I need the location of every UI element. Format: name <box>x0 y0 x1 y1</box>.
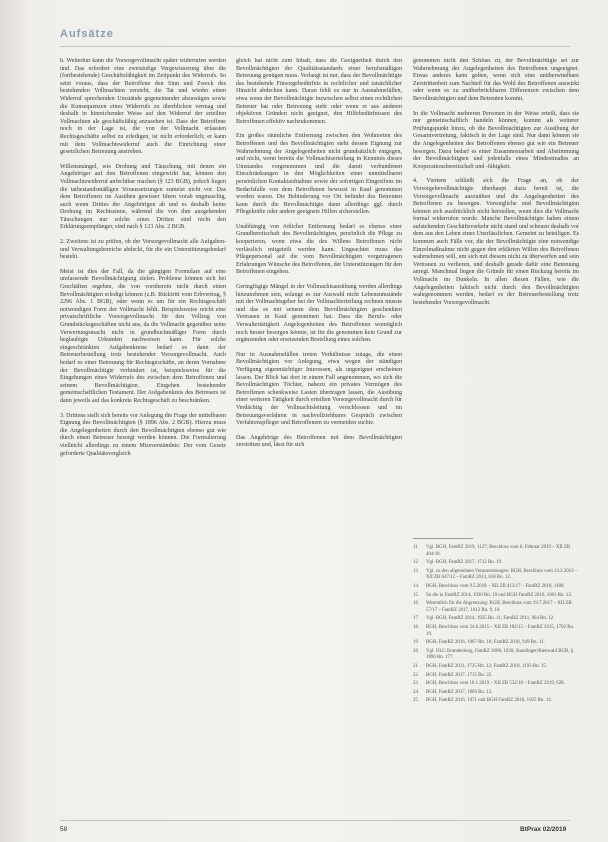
paragraph: Unabhängig von örtlicher Entfernung bedarf es ebenso einer Grundbereitschaft des Bevollmächtigten, persönlich die Pflege zu kooperieren, wenn etwa die des Willens Betroffenen nicht verlässlich mitgeteilt werden kann. Ungeachtet muss das Pflegepersonal auf die vom Bevollmächtigten vorgetragenen Erfahrungen Wünsche des Betroffenen, der Unterstützungen für den Betroffenen eingehen. <box>236 223 402 276</box>
section-title: Aufsätze <box>60 28 114 40</box>
footnote-text: BGH, Beschluss vom 24.6.2015 – XII ZB 182/15 – FamRZ 2015, 1702 Rn. 10. <box>426 624 575 637</box>
journal-issue: BtPrax 02/2019 <box>520 826 567 833</box>
footnote-number: 25 <box>413 698 418 704</box>
footnote <box>413 681 579 688</box>
footnotes <box>413 538 579 818</box>
paragraph: b. Weiterhin kann die Vorsorgevollmacht später widerrufen werden und. Das erfordert eine zweistufige Vergewisserung über die (fortbestehende) Geschäftsfähigkeit im Zeitpunkt des Widerrufs. So setzt voraus, dass der Betroffene den Sinn und Zweck des bestehenden Vollmachten versteht, die Tat und wieder einen Widerruf sprechenden Umstände gegeneinander abzuwägen sowie die Konsequenzen eines Widerrufs zu überblicken vermag und deshalb in hinreichender Weise auf den Widerruf der erteilten Vollmachten als geschäftsfähig anzusehen ist. Dass der Betroffene noch in der Lage ist, die von der Vollmacht erfassten Rechtsgeschäfte selbst zu erledigen, ist nicht erforderlich; er kann mit dem Vollmachtswiderruf auch die Einrichtung einer gesetzlichen Betreuung anstreben. <box>60 58 226 156</box>
footnote <box>413 698 579 705</box>
footnote-number: 17 <box>413 616 418 622</box>
footnote-number: 12 <box>413 560 418 566</box>
footnote <box>413 569 579 582</box>
footnote-text: Vgl. BGH, FamRZ 2017, 1712 Rn. 19. <box>426 560 503 566</box>
footnote <box>413 545 579 558</box>
footnote-divider <box>413 538 473 539</box>
footnote <box>413 593 579 600</box>
footnote-number: 19 <box>413 640 418 646</box>
footnote-number: 13 <box>413 568 418 574</box>
footnote <box>413 601 579 614</box>
paragraph: Nur in Ausnahmefällen treten Verhältnisse zutage, die einen Bevollmächtigten vor Anlegung, etwa wegen der ständigen Verfügung eigenmächtiger Interessen, als ungeeignet erscheinen lassen. Der Blick hat dort in einem Fall angenommen, wo sich die Bevollmächtigten Töchter, nahezu ein privates Vermögen des Betroffenen schenkweise Lasten übertragen lassen, die Ausübung einer weiteren Tätigkeit durch erteilten Vorsorgevollmacht durch für Verdächtig der Vollmachtsleitung verschlossen und im Betreuungsverfahren in nachvollziehbares Gespräch zwischen Verfahrenspfleger und Betroffenem zu vermeiden suchte. <box>236 351 402 427</box>
paragraph: Ein großes räumliche Entfernung zwischen den Wohnorten des Betroffenen und des Bevollmächtigten steht dessen Eignung zur Wahrnehmung der Angelegenheiten nicht grundsätzlich entgegen, und nicht, wenn bereits die Vollmachtserteilung in Kenntnis dieses Umstandes vorgenommen und die damit verbundenen Einschränkungen in den Möglichkeiten einer unmittelbaren persönlichen Kontaktaufnahme sowie der sofortigen Eingreifens im Bedarfsfalle von dem Betroffenen bewusst in Kauf genommen worden waren. Die Behinderung vor Ort befindet des Betreuten kann durch die Bevollmächtigte dann allerdings ggf. durch Pflegekräfte oder andere geeignete Hilfen sicherstellen. <box>236 133 402 216</box>
paragraph: 2. Zweitens ist zu prüfen, ob der Vorsorgevollmacht alle Aufgaben- und Verwaltungsbereiche abdeckt, für die ein Unterstützungsbedarf besteht. <box>60 239 226 261</box>
footnote <box>413 640 579 647</box>
page-number: 58 <box>60 826 68 833</box>
footnote <box>413 560 579 567</box>
footnote-text: BGH, Beschluss vom 9.5.2018 – XII ZB 413/17 – FamRZ 2018, 1188. <box>426 583 565 589</box>
footnote-number: 11 <box>413 545 418 550</box>
footnote-number: 20 <box>413 648 418 654</box>
paragraph: Meist ist dies der Fall, da die gängigen Formulare auf eine umfassende Bevollmächtigung zielen. Probleme können sich bei Geschäften ergeben, die von vornherein nicht durch einen Bevollmächtigten erledigt können (z.B. Rücktritt vom Erbvertrag, § 2296 Abs. 1 BGB), oder wenn es um für ein Rechtsgeschäft notwendigen Form der Vollmacht fehlt. Beispielsweise reicht eine privatschriftliche Vorsorgevollmacht für den Vollzug von Grundstücksgeschäften nicht aus, da die Vollmacht gegenüber seine Verwertungsmacht nicht in grundbuchmäßiger Form durch beglaubigte Urkunden nachweisen kann. Für solche eingeschränkten Aufgabenkreise bedarf es dann der Betreuerbestellung trotz bestehender Vorsorgevollmacht. Auch bedarf es einer Betreuung für Rechtsgeschäfte, an deren Vornahme der Bevollmächtigte verhindert ist, beispielsweise für die Eingehungen eines Widerrufs des zwischen dem Betroffenen und seinem Bevollmächtigten. Eingehen bestehender gemeinschaftlichen Testament. Der Aufgabenkreis des Betreuers ist dann jeweils auf das konkrete Rechtsgeschäft zu beschränken. <box>60 268 226 404</box>
footnote-number: 18 <box>413 624 418 630</box>
footnote-text: Vgl. zu den allgemeinen Voraussetzungen: BGH, Beschluss vom 13.2.2013 – XII ZB 647/12 – FamRZ 2013, 618 Rn. 12. <box>426 568 578 581</box>
paragraph: gleich hat nicht zum Inhalt, dass die Geeignetheit durch den Bevollmächtigten der Qualitätsstandards einer berufsmäßigen Betreuung genügen muss. Verlangt ist nur, dass der Bevollmächtigte das bestehende Fürsorgebedürfnis in rechtlicher und tatsächlicher Hinsicht abdecken kann. Daran fehlt es nur in Ausnahmefällen, etwa wenn der Bevollmächtigte inzwischen selbst einen rechtlichen Betreuer hat oder Betreuung steht oder wenn er aus anderen objektiven Gründen nicht geeignet, den Hilfebedürfnissen des Betroffenen effektiv nachzukommen. <box>236 58 402 125</box>
footnote-number: 23 <box>413 681 418 687</box>
footnote-text: Vgl. BGH, FamRZ 2019, 1127; Beschluss vom 6. Februar 2019 – XII ZB 404/18. <box>426 545 571 557</box>
footnote-text: Vgl. BGH, FamRZ 2014, 1925 Rn. 11; FamRZ 2011, 964 Rn. 12. <box>426 616 555 622</box>
paragraph: In die Vollmacht mehreren Personen in der Weise erteilt, dass sie nur gemeinschaftlich handeln können, kommt als weiterer Prüfungspunkt hinzu, ob die Bevollmächtigten zur Ausübung der Gesamtvertretung, faktisch in der Lage sind. Nur dann können sie die Angelegenheiten des Betroffenen ebenso gut wie ein Betreuer besorgen. Dazu bedarf es einer Zusammenarbeit und Abstimmung der Bevollmächtigten und jedenfalls eines Mindestmaßes an Kooperationsbereitschaft und -fähigkeit. <box>413 110 579 170</box>
footnote-text: BGH, FamRZ 2011, 1725 Rn. 12; FamRZ 2018, 1193 Rn. 15. <box>426 663 548 669</box>
footnote-number: 14 <box>413 583 418 589</box>
footnote <box>413 625 579 638</box>
footnote <box>413 673 579 680</box>
footer-divider <box>60 820 570 821</box>
paragraph: 3. Drittens stellt sich bereits vor Anlegung die Frage der mittelbaren Eignung des Bevollmächtigten (§ 1896 Abs. 2 BGB). Hierzu muss die Angelegenheiten durch den Bevollmächtigten ebenso gut wie durch einen Betreuer besorgt werden können. Die Formulierung vielleicht allerdings zu einem Missverständnis: Der vom Gesetz geforderte Qualitätsvergleich <box>60 412 226 457</box>
footnote-number: 21 <box>413 663 418 669</box>
text-column-left <box>60 58 226 818</box>
footnote-text: BGH, FamRZ 2016, 1067 Rn. 10; FamRZ 2018, 949 Rn. 11. <box>426 640 545 646</box>
footnote-number: 15 <box>413 592 418 598</box>
text-column-middle <box>236 58 402 818</box>
footnote-text: BGH, FamRZ 2016, 1071 und BGH FamRZ 2018, 1025 Rn. 14. <box>426 698 552 704</box>
footnote-text: BGH, FamRZ 2017, 1715 Rn. 22. <box>426 672 493 678</box>
text-column-right <box>413 58 579 528</box>
paragraph: genommen nicht den Schluss zu, der Bevollmächtigte sei zur Wahrnehmung der Angelegenheiten des Betroffenen ungeeignet. Etwas anderes kann gelten, wenn sich eine unüberwindbare Zerstrittenheit zum Nachteil für das Wohl des Betroffenen auswirkt oder wenn es zu unüberbrückbaren Differenzen zwischen dem Bevollmächtigten und dem Betreuten kommt. <box>413 58 579 102</box>
footnote <box>413 584 579 591</box>
footnote-number: 24 <box>413 689 418 695</box>
paragraph: Geringfügige Mängel in der Vollmachtsausübung werden allerdings hinzunehmen sein, solange es zur Auswahl nicht Lebensumstände mit der Vollmachtsgeber bei der Vollmachterteilung rechnen musste und das es mit seinem dem Bevollmächtigten geschenkten Vertrauen in Kauf genommen hat. Dass die Berufs- oder Verwaltertätigkeit Angelegenheiten des Betroffenen womöglich noch besser besorgen könnte, ist für die genommen kein Grund zur ergänzenden oder ersetzenden Bestellung eines solchen. <box>236 284 402 344</box>
footnote <box>413 616 579 623</box>
header-divider <box>60 46 570 47</box>
paragraph: 4. Viertens schließt sich die Frage an, ob der Vorsorgebevollmächtigte überhaupt dazu bereit ist, die Vorsorgevollmacht auszuüben und die Angelegenheiten des Betroffenen zu besorgen. Vorsorgliche und Bevollmächtigten können sich ausdrücklich nicht herstellen, wenn dies die Vollmacht formal widerrufen wurde. Manche Bevollmächtigte haben einem aufstehenden Geschäftsverkehr nicht stand und scheuen deshalb vor dem aus den Leben eines Unerlässlichen. Gemeint zu beteiligen. Es kommen auch Fälle vor, die der Bevollmächtigte eine notwendige Einzelmaßnahme nicht gegen den erklärten Willen des Betroffenen wahrnehmen will, um sich mit diesem nicht zu überwerfen und sein Vertrauen zu verlieren, und deshalb gerade dafür eine Betreuung anregt. Manchmal liegen die Gründe für einen Rückzug bereits im Vollmacht im Dunkeln. In allen diesen Fällen, wie die Angelegenheiten faktisch nicht durch den Bevollmächtigten wahrgenommen werden, bedarf es der Betreuerbestellung trotz bestehender Vorsorgevollmacht. <box>413 178 579 306</box>
paragraph: Willensmängel, wie Drohung und Täuschung, mit denen ein Angehöriger auf den Betroffenen eingewirkt hat, können den Vollmachtswiderruf anfechtbar machen (§ 123 BGB), jedoch liegen die tatbestandsmäßigen Voraussetzungen zumeist nicht vor. Das dem Betroffenen im Ausüben gewisser Ideen vorab engmaschig, auch wenn Drittes der Angehörigen ab und es deshalb keine Drohung im Rechtssinne, während die von ihm ausgehenden Täuschungen nur solche eines Dritten sind nicht den Erklärungsempfänger, sind nach § 123 Abs. 2 BGB. <box>60 163 226 231</box>
footnote <box>413 690 579 697</box>
footnote-number: 16 <box>413 601 418 607</box>
footnote-number: 22 <box>413 672 418 678</box>
footnote-text: So die in FamRZ 2014, 1930 Rn. 19 und BGH FamRZ 2016, 1061 Rn. 13. <box>426 592 573 598</box>
footnote <box>413 649 579 662</box>
footnote-text: BGH, Beschluss vom 16.1.2019 – XII ZB 532/18 – FamRZ 2019, 628. <box>426 681 565 687</box>
footnote-text: Vgl. OLG Brandenburg, FamRZ 2008, 1030; Staudinger/Bienwald BGB, § 1896 Rn. 177. <box>426 648 574 661</box>
footnote <box>413 664 579 671</box>
footnote-text: Wesentlich für die Abgrenzung: BGH, Beschluss vom 19.7.2017 – XII ZB 57/17 – FamRZ 2017, 1612 Rn. 9, 10. <box>426 601 572 613</box>
paragraph: Das Angehörige des Betroffenen mit dem Bevollmächtigten zerstritten und, lässt für sich <box>236 434 402 449</box>
footnote-text: BGH, FamRZ 2017, 1866 Rn. 13. <box>426 689 493 695</box>
